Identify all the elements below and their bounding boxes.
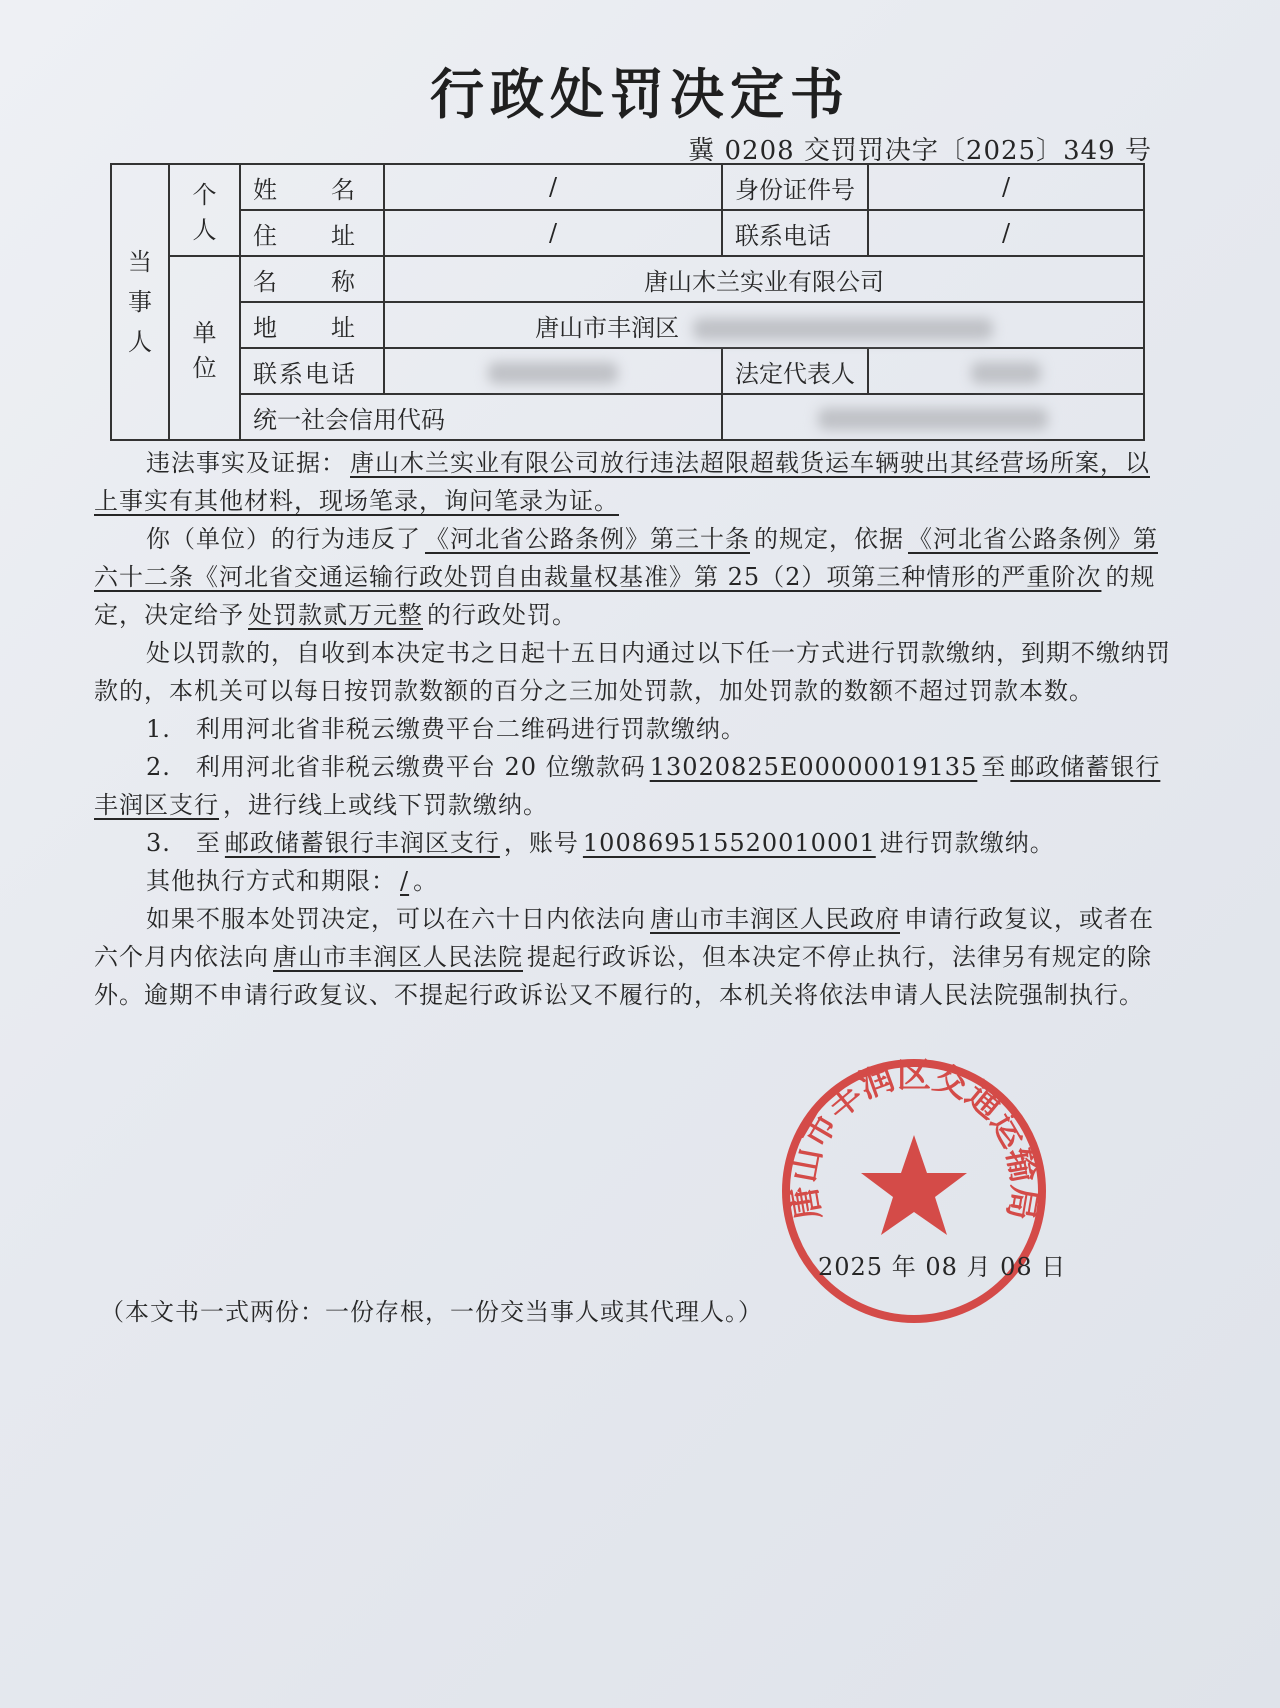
redacted-phone bbox=[488, 362, 618, 384]
facts-text: 唐山木兰实业有限公司放行违法超限超载货运车辆驶出其经营场所案，以上事实有其他材料，现场笔录，询问笔录为证。 bbox=[94, 449, 1150, 515]
appeal-text-b: 申请行政复议，或者在六个月内依法向 bbox=[94, 905, 1154, 971]
redacted-address bbox=[693, 318, 993, 340]
facts-paragraph bbox=[94, 444, 1174, 520]
item3-text-c: 进行罚款缴纳。 bbox=[879, 829, 1055, 857]
violation-text-1: 你（单位）的行为违反了 bbox=[146, 525, 421, 553]
item2-text-a: 2. 利用河北省非税云缴费平台 20 位缴款码 bbox=[146, 753, 646, 781]
legal-rep-label: 法定代表人 bbox=[722, 348, 868, 394]
payment-item-1: 1. 利用河北省非税云缴费平台二维码进行罚款缴纳。 bbox=[146, 715, 746, 743]
unit-name-label: 名 称 bbox=[240, 256, 384, 302]
seal-star-icon bbox=[861, 1135, 967, 1235]
credit-code-cell bbox=[722, 394, 1144, 440]
unit-name-value: 唐山木兰实业有限公司 bbox=[384, 256, 1144, 302]
redacted-credit-code bbox=[818, 408, 1048, 430]
penalty-amount: 处罚款贰万元整 bbox=[248, 601, 423, 629]
appeal-text-a: 如果不服本处罚决定，可以在六十日内依法向 bbox=[146, 905, 646, 933]
item2-text-c: ，进行线上或线下罚款缴纳。 bbox=[223, 791, 548, 819]
appeal-paragraph bbox=[94, 900, 1174, 1014]
violation-paragraph bbox=[94, 520, 1174, 634]
redacted-legal-rep bbox=[971, 362, 1041, 384]
credit-code-label: 统一社会信用代码 bbox=[240, 394, 722, 440]
payment-item-3 bbox=[94, 824, 1174, 862]
address-label: 住 址 bbox=[240, 210, 384, 256]
phone-value: / bbox=[868, 210, 1144, 256]
address-value: / bbox=[384, 210, 722, 256]
violation-text-2: 的规定，依据 bbox=[754, 525, 904, 553]
unit-address-label: 地 址 bbox=[240, 302, 384, 348]
violated-law: 《河北省公路条例》第三十条 bbox=[425, 525, 750, 553]
unit-phone-label: 联系电话 bbox=[240, 348, 384, 394]
unit-phone-cell bbox=[384, 348, 722, 394]
name-label: 姓 名 bbox=[240, 164, 384, 210]
payment-item-2 bbox=[94, 748, 1174, 824]
penalty-basis: 《河北省公路条例》第六十二条《河北省交通运输行政处罚自由裁量权基准》第 25（2）项第三种情形的严重阶次 bbox=[94, 525, 1158, 591]
official-seal bbox=[776, 1053, 1052, 1329]
id-value: / bbox=[868, 164, 1144, 210]
seal-text: 唐山市丰润区交通运输局 bbox=[783, 1055, 1045, 1223]
decision-body bbox=[94, 444, 1174, 1014]
other-value: / bbox=[400, 867, 410, 895]
item3-text-b: ，账号 bbox=[503, 829, 579, 857]
id-label: 身份证件号 bbox=[722, 164, 868, 210]
other-text-a: 其他执行方式和期限： bbox=[146, 867, 396, 895]
issue-date: 2025 年 08 月 08 日 bbox=[818, 1253, 1067, 1281]
account-number: 100869515520010001 bbox=[582, 829, 876, 857]
document-number: 冀 0208 交罚罚决字〔2025〕349 号 bbox=[688, 136, 1152, 166]
item3-bank: 邮政储蓄银行丰润区支行 bbox=[224, 829, 500, 857]
other-execution-paragraph bbox=[94, 862, 1174, 900]
payment-code: 13020825E00000019135 bbox=[649, 753, 978, 781]
party-info-table bbox=[110, 163, 1145, 441]
appeal-text-c: 提起行政诉讼，但本决定不停止执行，法律另有规定的除外。逾期不申请行政复议、不提起行政诉讼又不履行的，本机关将依法申请人民法院强制执行。 bbox=[94, 943, 1152, 1009]
item3-text-a: 3. 至 bbox=[146, 829, 221, 857]
phone-label: 联系电话 bbox=[722, 210, 868, 256]
unit-address-value: 唐山市丰润区 bbox=[535, 313, 680, 342]
unit-label: 单位 bbox=[169, 256, 240, 440]
facts-lead: 违法事实及证据： bbox=[146, 449, 346, 477]
party-label: 当事人 bbox=[111, 164, 169, 440]
item2-text-b: 至 bbox=[981, 753, 1007, 781]
appeal-court: 唐山市丰润区人民法院 bbox=[273, 943, 523, 971]
legal-rep-cell bbox=[868, 348, 1144, 394]
violation-text-4: 的行政处罚。 bbox=[427, 601, 577, 629]
name-value: / bbox=[384, 164, 722, 210]
footer-note: （本文书一式两份：一份存根，一份交当事人或其代理人。） bbox=[100, 1298, 763, 1326]
unit-address-cell bbox=[384, 302, 1144, 348]
individual-label: 个人 bbox=[169, 164, 240, 256]
violation-text-3: 的规定，决定给予 bbox=[94, 563, 1156, 629]
other-text-b: 。 bbox=[413, 867, 439, 895]
document-title: 行政处罚决定书 bbox=[430, 63, 850, 126]
payment-intro-paragraph: 处以罚款的，自收到本决定书之日起十五日内通过以下任一方式进行罚款缴纳，到期不缴纳罚款的，本机关可以每日按罚款数额的百分之三加处罚款，加处罚款的数额不超过罚款本数。 bbox=[94, 639, 1171, 705]
item2-bank: 邮政储蓄银行丰润区支行 bbox=[94, 753, 1161, 819]
appeal-government: 唐山市丰润区人民政府 bbox=[650, 905, 900, 933]
